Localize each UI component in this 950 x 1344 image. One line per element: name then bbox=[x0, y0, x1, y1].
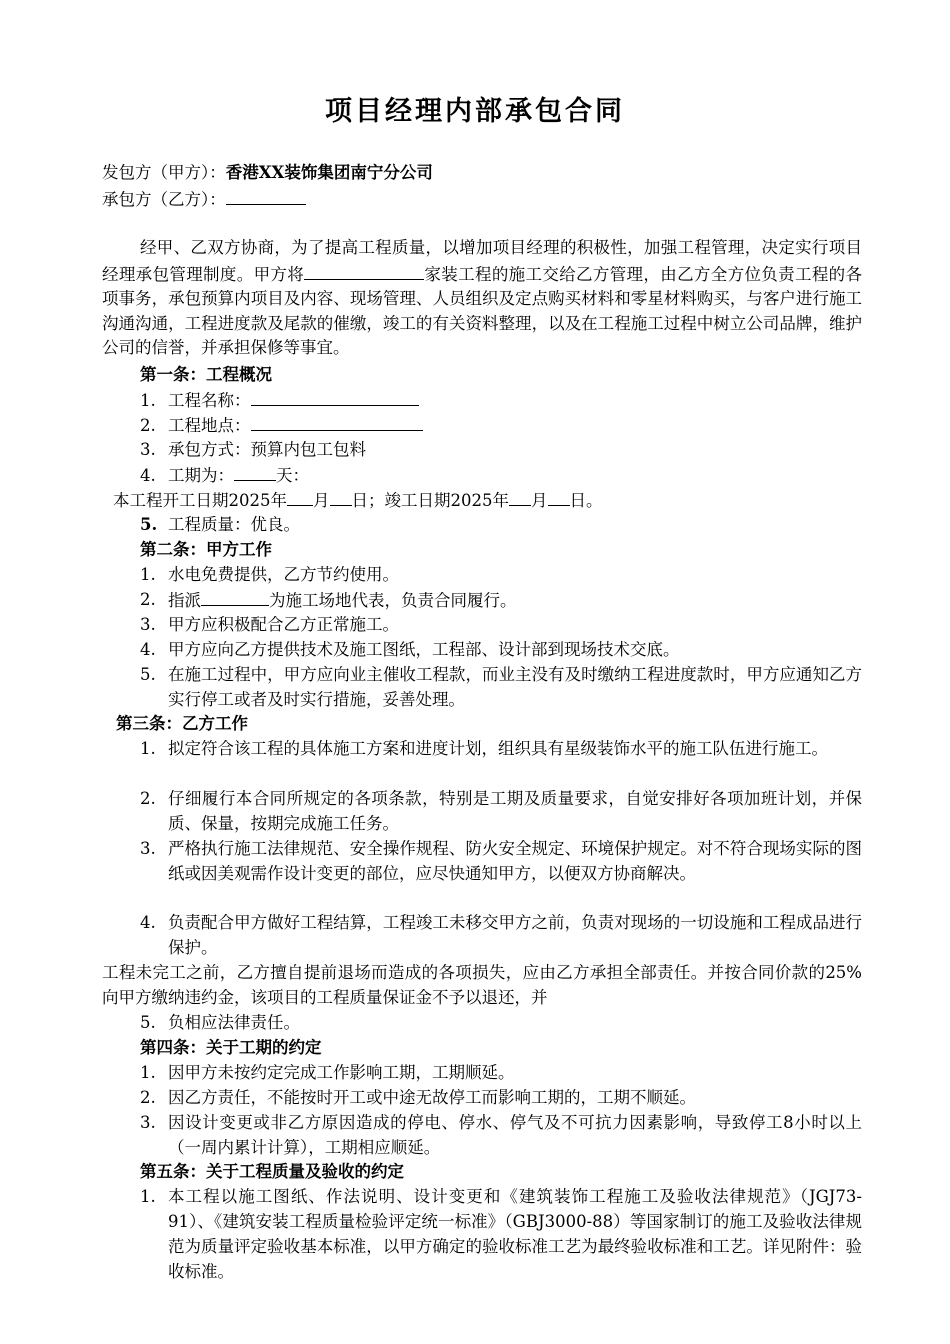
article-4-heading: 第四条：关于工期的约定 bbox=[140, 1038, 322, 1057]
art1-item-4: 4. 工期为： 天： bbox=[140, 462, 309, 488]
intro-text-2: 家装工程的施工交给乙方管理，由乙方全方位负责工程的各项事务，承包预算内项目及内容、现场管理、人员组织及定点购买材料和零星材料购买，与客户进行施工沟通沟通，工程进度款及尾款的催缴，竣工的有关资料整理，以及在工程施工过程中树立公司品牌，维护公司的信誉，并承担保修等事宜。 bbox=[102, 264, 863, 357]
article-2-heading: 第二条：甲方工作 bbox=[140, 540, 272, 559]
art4-item-1: 1. 因甲方未按约定完成工作影响工期，工期顺延。 bbox=[140, 1063, 515, 1082]
project-name-blank[interactable] bbox=[304, 261, 424, 280]
article-5-heading: 第五条：关于工程质量及验收的约定 bbox=[140, 1162, 404, 1181]
party-b-label: 承包方（乙方）： bbox=[102, 190, 226, 209]
art3-item-4: 4. 负责配合甲方做好工程结算，工程竣工未移交甲方之前，负责对现场的一切设施和工程成品进行保护。 bbox=[140, 913, 862, 957]
intro-text-1: 经甲、乙双方协商，为了提高工程质量，以增加项目经理的积极性，加强工程管理，决定实行项目经理承包管理制度。甲方将 bbox=[102, 238, 862, 284]
art1-dates-line: 本工程开工日期2025年 月 日；竣工日期2025年 月 日。 bbox=[113, 487, 603, 513]
art2-item-3: 3. 甲方应积极配合乙方正常施工。 bbox=[140, 615, 399, 634]
art3-note: 工程未完工之前，乙方擅自提前退场而造成的各项损失，应由乙方承担全部责任。并按合同价款的25%向甲方缴纳违约金，该项目的工程质量保证金不予以退还，并 bbox=[102, 963, 862, 1007]
art5-item-1: 1. 本工程以施工图纸、作法说明、设计变更和《建筑装饰工程施工及验收法律规范》（JGJ73-91）、《建筑安装工程质量检验评定统一标准》（GBJ3000-88）等国家制订的施工及验收法律规范为质量评定验收基本标准，以甲方确定的验收标准工艺为最终验收标准和工艺。详见附件：验收标准。 bbox=[140, 1187, 862, 1281]
start-month-field[interactable] bbox=[287, 487, 313, 506]
art1-item-2: 2. 工程地点： bbox=[140, 412, 423, 438]
art1-item-3: 3. 承包方式：预算内包工包料 bbox=[140, 440, 366, 459]
article-3-heading: 第三条：乙方工作 bbox=[116, 714, 248, 733]
party-b-line bbox=[102, 186, 306, 212]
art4-item-2: 2. 因乙方责任，不能按时开工或中途无故停工而影响工期的，工期不顺延。 bbox=[140, 1088, 696, 1107]
document-title: 项目经理内部承包合同 bbox=[325, 96, 625, 127]
party-a-line bbox=[102, 160, 433, 185]
art4-item-3: 3. 因设计变更或非乙方原因造成的停电、停水、停气及不可抗力因素影响，导致停工8小时以上（一周内累计计算），工期相应顺延。 bbox=[140, 1113, 862, 1157]
art3-item-2: 2. 仔细履行本合同所规定的各项条款，特别是工期及质量要求，自觉安排好各项加班计划，并保质、保量，按期完成施工任务。 bbox=[140, 789, 862, 833]
start-day-field[interactable] bbox=[330, 487, 352, 506]
intro-paragraph bbox=[102, 236, 862, 361]
art1-item-1: 1. 工程名称： bbox=[140, 387, 419, 413]
end-month-field[interactable] bbox=[509, 487, 531, 506]
party-a-name: 香港XX装饰集团南宁分公司 bbox=[225, 163, 433, 182]
art2-item-4: 4. 甲方应向乙方提供技术及施工图纸，工程部、设计部到现场技术交底。 bbox=[140, 640, 680, 659]
project-name-field[interactable] bbox=[251, 387, 419, 406]
art2-item-1: 1. 水电免费提供，乙方节约使用。 bbox=[140, 565, 399, 584]
art3-item-5: 5. 负相应法律责任。 bbox=[140, 1013, 300, 1032]
party-a-label: 发包方（甲方）： bbox=[102, 163, 226, 182]
art2-item-5: 5. 在施工过程中，甲方应向业主催收工程款，而业主没有及时缴纳工程进度款时，甲方应通知乙方实行停工或者及时实行措施，妥善处理。 bbox=[140, 665, 862, 709]
project-location-field[interactable] bbox=[251, 412, 423, 431]
art3-item-1: 1. 拟定符合该工程的具体施工方案和进度计划，组织具有星级装饰水平的施工队伍进行施工。 bbox=[140, 739, 828, 758]
duration-field[interactable] bbox=[234, 462, 276, 481]
article-1-heading: 第一条：工程概况 bbox=[140, 365, 272, 384]
art3-item-3: 3. 严格执行施工法律规范、安全操作规程、防火安全规定、环境保护规定。对不符合现场实际的图纸或因美观需作设计变更的部位，应尽快通知甲方，以便双方协商解决。 bbox=[140, 839, 862, 883]
party-b-blank[interactable] bbox=[226, 186, 306, 205]
site-representative-field[interactable] bbox=[201, 587, 269, 606]
art1-item-5: 5. 工程质量：优良。 bbox=[140, 515, 300, 534]
art2-item-2: 2. 指派 为施工场地代表，负责合同履行。 bbox=[140, 587, 862, 613]
end-day-field[interactable] bbox=[548, 487, 570, 506]
